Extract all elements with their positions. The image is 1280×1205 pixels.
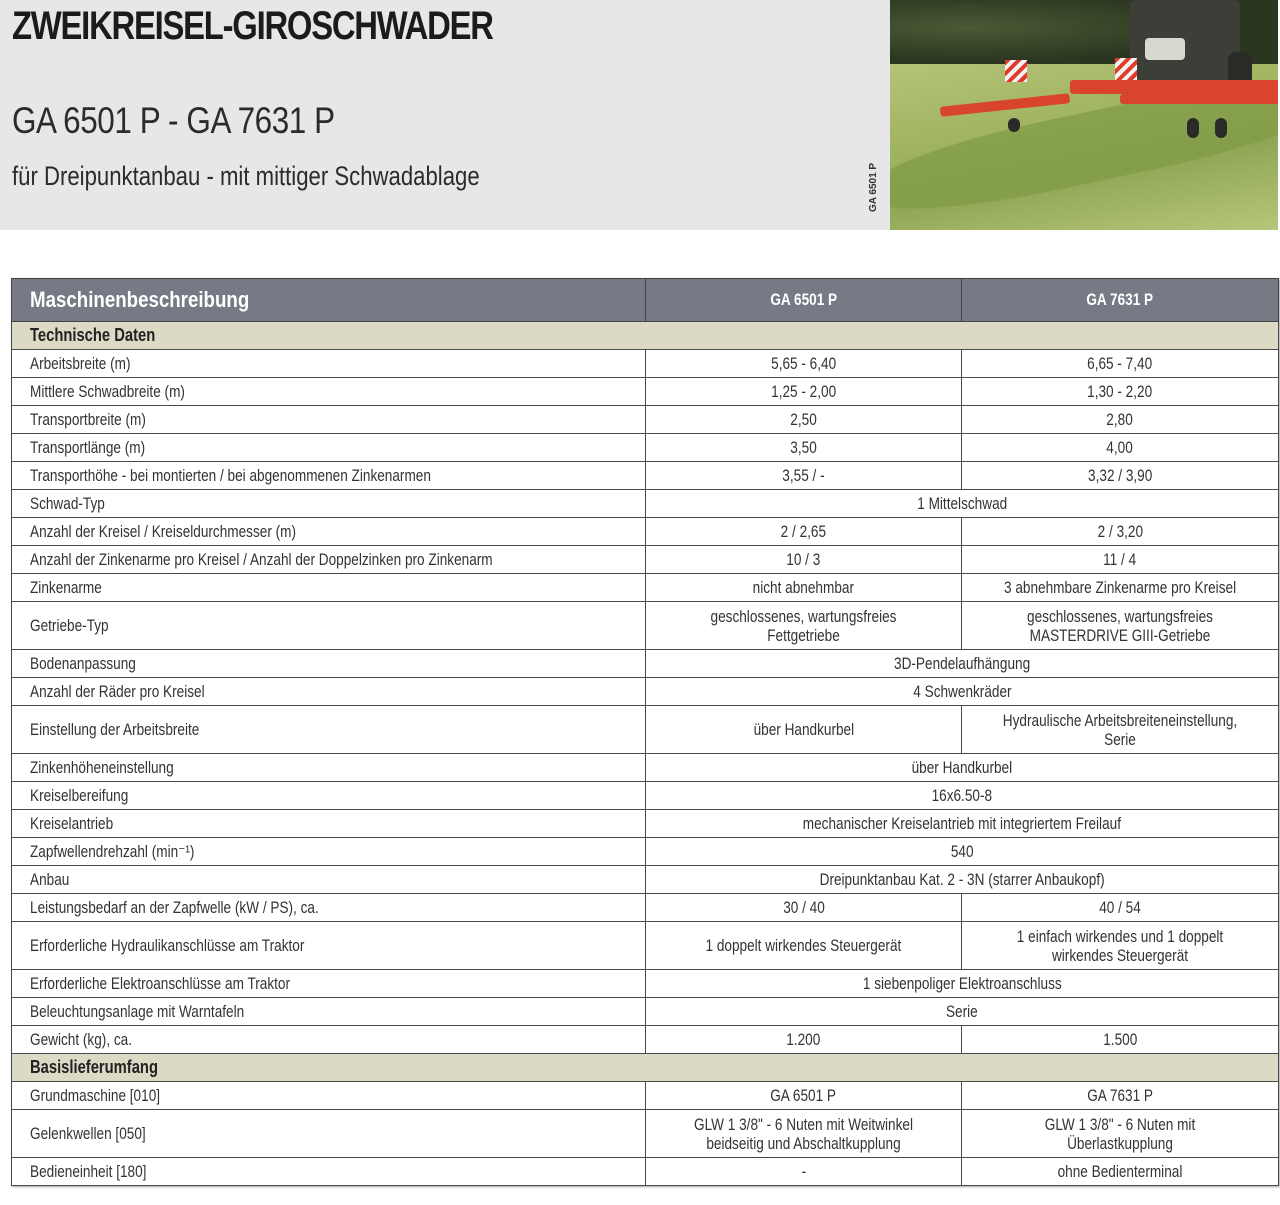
spec-label: Grundmaschine [010] (12, 1082, 646, 1110)
photo-tractor-hood (1145, 38, 1185, 60)
photo-caption: GA 6501 P (868, 162, 879, 212)
product-photo (890, 0, 1278, 230)
spec-label: Transportlänge (m) (12, 434, 646, 462)
spec-value-model-b: 11 / 4 (962, 546, 1279, 574)
spec-value-model-b: GLW 1 3/8" - 6 Nuten mit Überlastkupplung (962, 1110, 1279, 1158)
spec-value-shared: Dreipunktanbau Kat. 2 - 3N (starrer Anbaukopf) (646, 866, 1279, 894)
spec-label: Bodenanpassung (12, 650, 646, 678)
spec-label: Schwad-Typ (12, 490, 646, 518)
spec-label: Gelenkwellen [050] (12, 1110, 646, 1158)
spec-value-shared: 1 Mittelschwad (646, 490, 1279, 518)
header-label: Maschinenbeschreibung (12, 279, 646, 322)
spec-label: Leistungsbedarf an der Zapfwelle (kW / PS), ca. (12, 894, 646, 922)
spec-label: Anzahl der Zinkenarme pro Kreisel / Anzahl der Doppelzinken pro Zinkenarm (12, 546, 646, 574)
table-row (12, 706, 1279, 754)
table-row (12, 922, 1279, 970)
photo-rake-arm (1120, 94, 1278, 104)
header-model-a: GA 6501 P (646, 279, 962, 322)
table-row (12, 574, 1279, 602)
table-row (12, 406, 1279, 434)
table-row (12, 1158, 1279, 1186)
table-row (12, 810, 1279, 838)
spec-label: Gewicht (kg), ca. (12, 1026, 646, 1054)
photo-warning-panel (1005, 60, 1027, 82)
spec-value-model-a: 10 / 3 (646, 546, 962, 574)
photo-rake-wheel (1008, 118, 1020, 132)
spec-value-model-a: GA 6501 P (646, 1082, 962, 1110)
table-row (12, 434, 1279, 462)
section-header (12, 1054, 1279, 1082)
spec-value-model-a: 5,65 - 6,40 (646, 350, 962, 378)
spec-value-model-a: nicht abnehmbar (646, 574, 962, 602)
spec-value-model-b: 3 abnehmbare Zinkenarme pro Kreisel (962, 574, 1279, 602)
spec-value-shared: mechanischer Kreiselantrieb mit integriertem Freilauf (646, 810, 1279, 838)
spec-table-body (12, 322, 1279, 1186)
spec-value-model-b: 1 einfach wirkendes und 1 doppelt wirkendes Steuergerät (962, 922, 1279, 970)
spec-value-shared: 3D-Pendelaufhängung (646, 650, 1279, 678)
spec-value-shared: Serie (646, 998, 1279, 1026)
table-row (12, 518, 1279, 546)
spec-value-model-a: 3,55 / - (646, 462, 962, 490)
photo-warning-panel (1115, 58, 1137, 80)
spec-label: Einstellung der Arbeitsbreite (12, 706, 646, 754)
spec-value-model-b: 2,80 (962, 406, 1279, 434)
spec-label: Getriebe-Typ (12, 602, 646, 650)
spec-label: Erforderliche Elektroanschlüsse am Traktor (12, 970, 646, 998)
spec-value-shared: 16x6.50-8 (646, 782, 1279, 810)
table-row (12, 350, 1279, 378)
spec-label: Erforderliche Hydraulikanschlüsse am Traktor (12, 922, 646, 970)
table-row (12, 866, 1279, 894)
page-title: ZWEIKREISEL-GIROSCHWADER (12, 4, 493, 48)
spec-label: Anzahl der Räder pro Kreisel (12, 678, 646, 706)
spec-label: Bedieneinheit [180] (12, 1158, 646, 1186)
spec-value-model-a: 30 / 40 (646, 894, 962, 922)
spec-value-model-b: 3,32 / 3,90 (962, 462, 1279, 490)
table-header-row (12, 279, 1279, 322)
spec-value-model-b: 2 / 3,20 (962, 518, 1279, 546)
spec-label: Mittlere Schwadbreite (m) (12, 378, 646, 406)
spec-value-model-a: 2,50 (646, 406, 962, 434)
spec-label: Zinkenhöheneinstellung (12, 754, 646, 782)
table-row (12, 998, 1279, 1026)
spec-value-model-a: GLW 1 3/8" - 6 Nuten mit Weitwinkel beidseitig und Abschaltkupplung (646, 1110, 962, 1158)
spec-table (11, 278, 1279, 1186)
spec-value-model-a: 1.200 (646, 1026, 962, 1054)
spec-value-model-b: 4,00 (962, 434, 1279, 462)
table-row (12, 838, 1279, 866)
table-row (12, 378, 1279, 406)
photo-rake-wheel (1215, 118, 1227, 138)
table-row (12, 1110, 1279, 1158)
tagline: für Dreipunktanbau - mit mittiger Schwadablage (12, 161, 480, 191)
spec-value-model-b: GA 7631 P (962, 1082, 1279, 1110)
table-row (12, 1082, 1279, 1110)
table-row (12, 1026, 1279, 1054)
spec-value-model-b: ohne Bedienterminal (962, 1158, 1279, 1186)
spec-value-model-a: geschlossenes, wartungsfreies Fettgetriebe (646, 602, 962, 650)
table-row (12, 462, 1279, 490)
photo-rake-frame (1070, 80, 1278, 94)
spec-value-model-b: Hydraulische Arbeitsbreiteneinstellung, Serie (962, 706, 1279, 754)
spec-value-model-a: - (646, 1158, 962, 1186)
spec-label: Zinkenarme (12, 574, 646, 602)
table-row (12, 650, 1279, 678)
table-row (12, 602, 1279, 650)
table-row (12, 782, 1279, 810)
table-row (12, 490, 1279, 518)
spec-value-shared: über Handkurbel (646, 754, 1279, 782)
spec-label: Transporthöhe - bei montierten / bei abgenommenen Zinkenarmen (12, 462, 646, 490)
table-row (12, 678, 1279, 706)
spec-value-shared: 540 (646, 838, 1279, 866)
spec-value-model-b: 40 / 54 (962, 894, 1279, 922)
table-row (12, 754, 1279, 782)
header-band (0, 0, 890, 230)
spec-value-model-a: über Handkurbel (646, 706, 962, 754)
spec-label: Transportbreite (m) (12, 406, 646, 434)
spec-value-model-a: 1 doppelt wirkendes Steuergerät (646, 922, 962, 970)
spec-value-model-b: 1.500 (962, 1026, 1279, 1054)
spec-label: Kreiselantrieb (12, 810, 646, 838)
header-model-b: GA 7631 P (962, 279, 1279, 322)
table-row (12, 546, 1279, 574)
table-row (12, 894, 1279, 922)
spec-value-model-b: 6,65 - 7,40 (962, 350, 1279, 378)
section-title: Technische Daten (12, 322, 1279, 350)
spec-value-model-b: geschlossenes, wartungsfreies MASTERDRIVE GIII-Getriebe (962, 602, 1279, 650)
spec-value-model-b: 1,30 - 2,20 (962, 378, 1279, 406)
table-row (12, 970, 1279, 998)
spec-label: Zapfwellendrehzahl (min⁻¹) (12, 838, 646, 866)
photo-rake-wheel (1187, 118, 1199, 138)
spec-value-model-a: 1,25 - 2,00 (646, 378, 962, 406)
spec-label: Beleuchtungsanlage mit Warntafeln (12, 998, 646, 1026)
section-title: Basislieferumfang (12, 1054, 1279, 1082)
model-range: GA 6501 P - GA 7631 P (12, 100, 335, 141)
section-header (12, 322, 1279, 350)
spec-label: Arbeitsbreite (m) (12, 350, 646, 378)
spec-value-model-a: 3,50 (646, 434, 962, 462)
spec-label: Anzahl der Kreisel / Kreiseldurchmesser (m) (12, 518, 646, 546)
spec-value-shared: 1 siebenpoliger Elektroanschluss (646, 970, 1279, 998)
spec-value-shared: 4 Schwenkräder (646, 678, 1279, 706)
spec-label: Anbau (12, 866, 646, 894)
spec-value-model-a: 2 / 2,65 (646, 518, 962, 546)
spec-label: Kreiselbereifung (12, 782, 646, 810)
